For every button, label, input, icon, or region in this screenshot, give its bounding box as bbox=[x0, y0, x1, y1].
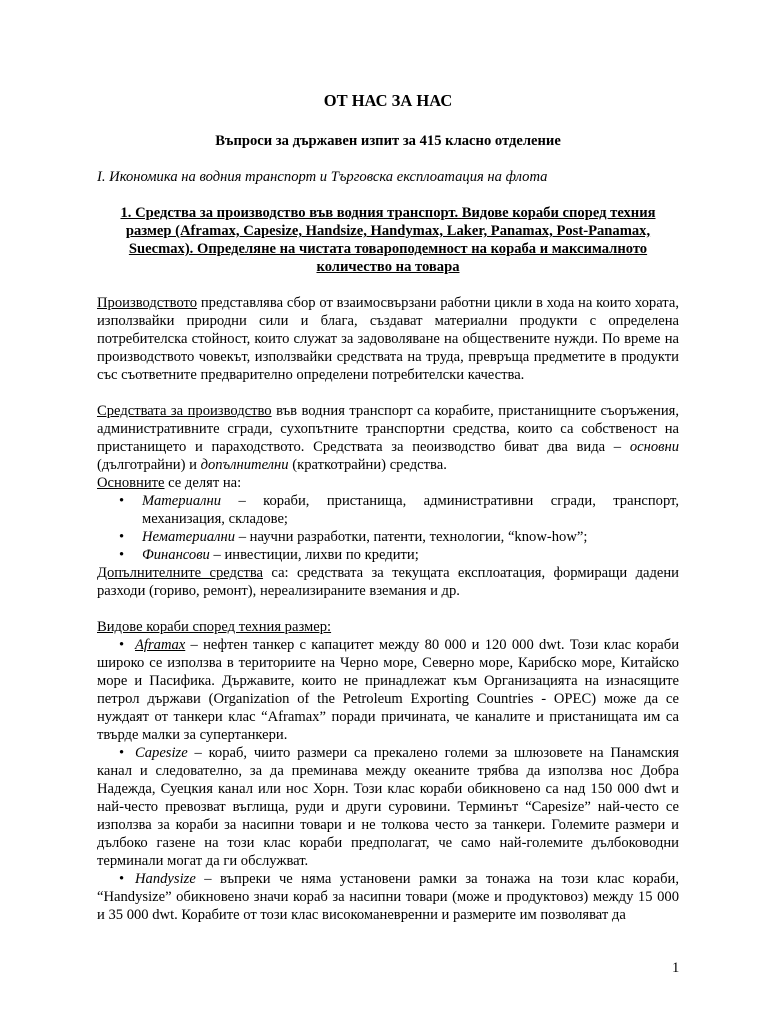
ship-type-capesize bbox=[97, 744, 679, 870]
paragraph-basic-divided bbox=[97, 474, 679, 492]
list-item-text: – кораби, пристанища, административни сгради, транспорт, механизация, складове; bbox=[142, 493, 679, 527]
asset-list bbox=[97, 492, 679, 564]
bullet-icon: • bbox=[119, 871, 125, 887]
paragraph-additional-means bbox=[97, 564, 679, 600]
ship-type-text: – нефтен танкер с капацитет между 80 000 и 120 000 dwt. Този клас кораби широко се използва в териториите на Черно море, Северно море, Карибско море, Китайско море и Пасифика. Държавите, които не принадлежат към Организацията на изнасящите петрол държави (Organization of the Petroleum Exporting Countries - OPEC) може да се нуждаят от танкери клас “Aframax” поради причината, че каналите и пристанищата им са твърде малки за супертанкери. bbox=[97, 637, 679, 743]
paragraph-text: се делят на: bbox=[164, 475, 242, 491]
bullet-icon: • bbox=[119, 547, 125, 563]
list-item bbox=[119, 546, 679, 564]
ship-type-term: Aframax bbox=[135, 637, 186, 653]
question-title: 1. Средства за производство във водния транспорт. Видове кораби според техния размер (Aframax, Capesize, Handsize, Handymax, Laker, Panamax, Post-Panamax, Suecmax). Определяне на чистата товароподемност на кораба и максималното количество на товара bbox=[120, 205, 656, 275]
paragraph-text: са: средствата за текущата експлоатация, формиращи дадени разходи (гориво, ремонт), нереализираните вземания и др. bbox=[97, 565, 679, 599]
ship-type-aframax bbox=[97, 636, 679, 744]
term-production: Производството bbox=[97, 295, 198, 311]
term-basic-assets: Основните bbox=[97, 475, 165, 491]
ship-type-text: – въпреки че няма установени рамки за тонажа на този клас кораби, “Handysize” обикновено значи кораб за насипни товари (може и продуктовоз) между 15 000 и 35 000 dwt. Корабите от този клас високоманевренни и размерите им позволяват да bbox=[97, 871, 679, 923]
list-item-term: Финансови bbox=[142, 547, 210, 563]
ship-type-term: Capesize bbox=[135, 745, 188, 761]
list-item bbox=[119, 492, 679, 528]
list-item-term: Материални bbox=[142, 493, 222, 509]
bullet-icon: • bbox=[119, 493, 125, 509]
paragraph-text: (дълготрайни) и bbox=[97, 457, 201, 473]
document-page bbox=[97, 91, 679, 924]
paragraph-text: във водния транспорт са корабите, пристанищните съоръжения, административните сгради, сухопътните транспортни средства, които са собственост на пристанището и параходството. Средствата за пеоизводство биват два вида – bbox=[97, 403, 679, 455]
term-additional: допълнителни bbox=[200, 457, 289, 473]
list-item-text: – научни разработки, патенти, технологии, “know-how”; bbox=[235, 529, 588, 545]
term-basic: основни bbox=[629, 439, 679, 455]
paragraph-production bbox=[97, 294, 679, 384]
paragraph-means-of-production bbox=[97, 402, 679, 474]
page-number: 1 bbox=[672, 960, 680, 976]
list-item-text: – инвестиции, лихви по кредити; bbox=[209, 547, 419, 563]
document-subtitle: Въпроси за държавен изпит за 415 класно отделение bbox=[215, 133, 561, 149]
ship-types-heading: Видове кораби според техния размер: bbox=[97, 619, 332, 635]
section-heading: I. Икономика на водния транспорт и Търговска експлоатация на флота bbox=[97, 169, 548, 185]
bullet-icon: • bbox=[119, 529, 125, 545]
paragraph-text: (краткотрайни) средства. bbox=[288, 457, 447, 473]
ship-type-term: Handysize bbox=[135, 871, 196, 887]
list-item-term: Нематериални bbox=[142, 529, 236, 545]
paragraph-text: представлява сбор от взаимосвързани работни цикли в хода на които хората, използвайки природни сили и блага, създават материални продукти с определена потребителска стойност, които служат за задоволяване на обществените нужди. По време на производството човекът, използвайки средствата на труда, превръща предметите в продукти със съответните предварително определени потребителски качества. bbox=[97, 295, 679, 383]
bullet-icon: • bbox=[119, 637, 125, 653]
term-means-of-production: Средствата за производство bbox=[97, 403, 272, 419]
ship-type-text: – кораб, чиито размери са прекалено големи за шлюзовете на Панамския канал и следователно, за да преминава между океаните трябва да използва нос Добра Надежда, Суецкия канал или нос Хорн. Този клас кораби обикновено са над 150 000 dwt и най-често превозват въглища, руди и други суровини. Терминът “Capesize” най-често се използва за кораби за насипни товари и не толкова често за танкери. Големите размери и дълбоко газене на този клас кораби предполагат, че само най-големите дълбоководни терминали могат да ги обслужват. bbox=[97, 745, 679, 869]
term-additional-means: Допълнителните средства bbox=[97, 565, 264, 581]
bullet-icon: • bbox=[119, 745, 125, 761]
ship-type-handysize bbox=[97, 870, 679, 924]
list-item bbox=[119, 528, 679, 546]
document-title: ОТ НАС ЗА НАС bbox=[323, 91, 453, 110]
